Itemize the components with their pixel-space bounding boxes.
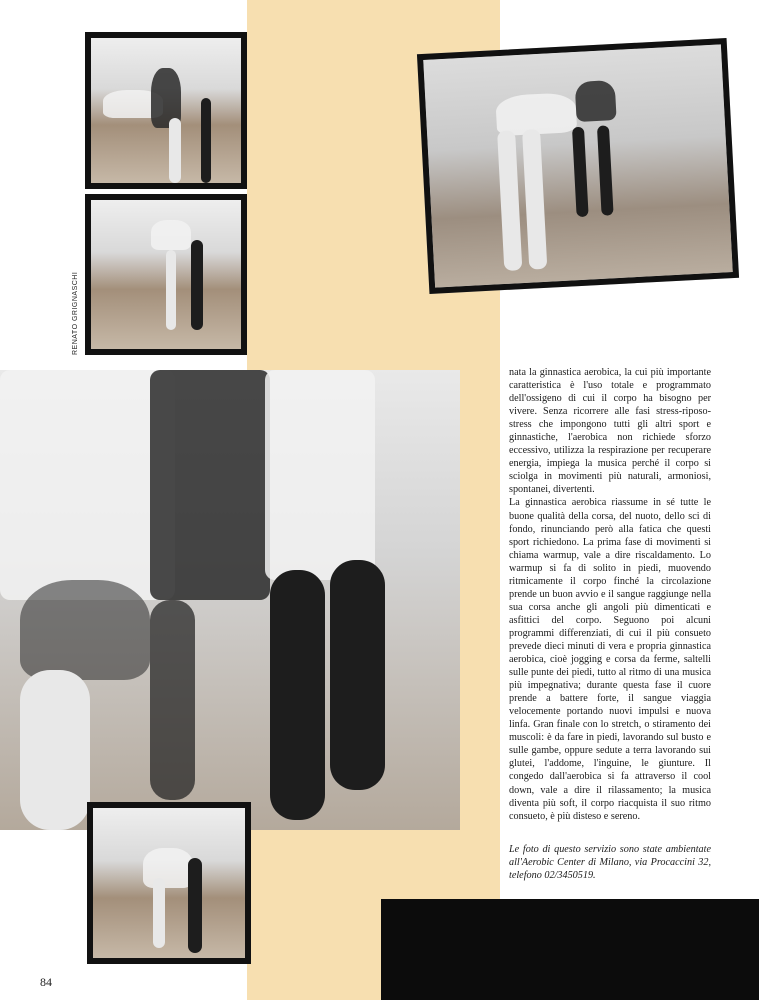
paragraph-2: La ginnastica aerobica riassume in sé tutte le buone qualità della corsa, del nuoto, dello sci di fondo, rinunciando però alla fatica che questi sport richiedono. La prima fase di movimenti si chiama warmup, vale a dire riscaldamento. Lo warmup si fa di solito in piedi, muovendo ritmicamente il corpo finché la circolazione prende un buon avvio e il sangue raggiunge nella sua corsa anche gli angoli più dimenticati e asfittici del corpo. Seguono poi alcuni programmi differenziati, di cui il più consueto prevede dieci minuti di vera e propria ginnastica aerobica, cioè jogging e corsa da ferme, saltelli sulle punte dei piedi, tutto al ritmo di una musica più impegnativa; durante questa fase il cuore prende a battere forte, il sangue viaggia velocemente portando nuovi impulsi e nuova linfa. Gran finale con lo stretch, o stiramento dei muscoli: è da fare in piedi, lavorando sul busto e sulle gambe, oppure sedute a terra lavorando sui glutei, l'addome, l'inguine, le giunture. Il congedo dall'aerobica si fa attraverso il cool down, vale a dire il rilassamento; la musica diventa più soft, il corpo riacquista il suo ritmo consueto, è più disteso e sereno. xyxy=(509,497,711,822)
photo-caption: Le foto di questo servizio sono state ambientate all'Aerobic Center di Milano, via Procaccini 32, telefono 02/3450519. xyxy=(509,844,711,882)
photo-forward-bend xyxy=(417,38,739,294)
black-block xyxy=(381,899,759,1000)
page-number: 84 xyxy=(40,975,52,989)
article-body xyxy=(509,366,711,823)
photo-dancers-stretch-1 xyxy=(85,32,247,189)
photo-credit: RENATO GRIGNASCHI xyxy=(72,271,79,355)
photo-dancers-closeup xyxy=(0,370,460,830)
photo-dancers-bend-3 xyxy=(87,802,251,964)
paragraph-1: nata la ginnastica aerobica, la cui più importante caratteristica è l'uso totale e programmato dell'ossigeno di cui il corpo ha bisogno per vivere. Senza ricorrere alle fasi stress-riposo-stress che impongono tutti gli altri sport e ginnastiche, l'aerobica non richiede sforzo eccessivo, utilizza la respirazione per recuperare energia, impiega la musica perché il corpo si sciolga in movimenti più naturali, armoniosi, spontanei, divertenti. xyxy=(509,367,711,496)
photo-dancers-stretch-2 xyxy=(85,194,247,355)
